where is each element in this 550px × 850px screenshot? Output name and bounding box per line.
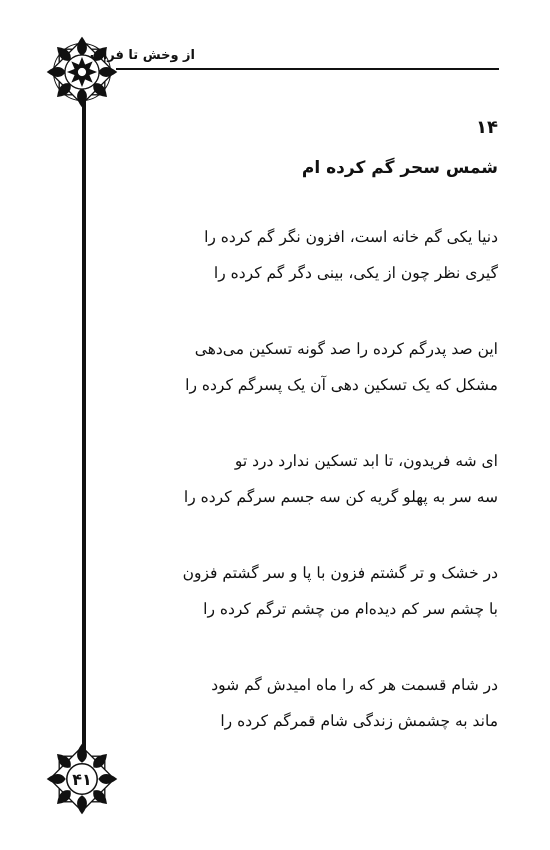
poem-body: [98, 219, 498, 779]
verse-line: ماند به چشمش زندگی شام قمرگم کرده را: [220, 712, 498, 730]
header-rule: [116, 68, 499, 70]
verse-line: دنیا یکی گم خانه است، افزون نگر گم کرده را: [204, 228, 498, 246]
verse-line: این صد پدرگم کرده را صد گونه تسکین می‌دهی: [194, 340, 498, 358]
rosette-ornament-icon: [44, 34, 120, 110]
stanza: [98, 331, 498, 403]
verse-line: گیری نظر چون از یکی، بینی دگر گم کرده را: [213, 264, 498, 282]
stanza: [98, 219, 498, 291]
verse-line: ای شه فریدون، تا ابد تسکین ندارد درد تو: [234, 452, 498, 470]
stanza: [98, 555, 498, 627]
verse-line: در خشک و تر گشتم فزون با پا و سر گشتم فزون: [182, 564, 498, 582]
verse-line: با چشم سر کم دیده‌ام من چشم ترگم کرده را: [203, 600, 498, 618]
poem-title: شمس سحر گم کرده ام: [301, 158, 498, 178]
verse-line: در شام قسمت هر که را ماه امیدش گم شود: [211, 676, 498, 694]
stanza: [98, 667, 498, 739]
header-ornament-svg: [44, 34, 120, 110]
running-header-title: از وخش تا فرات: [89, 48, 195, 63]
stanza: [98, 443, 498, 515]
page-number: ۴۱: [72, 769, 92, 789]
poem-number: ۱۴: [476, 117, 498, 138]
margin-rule-vertical: [82, 88, 86, 760]
verse-line: مشکل که یک تسکین دهی آن یک پسرگم کرده را: [185, 376, 498, 394]
verse-line: سه سر به پهلو گریه کن سه جسم سرگم کرده را: [183, 488, 498, 506]
